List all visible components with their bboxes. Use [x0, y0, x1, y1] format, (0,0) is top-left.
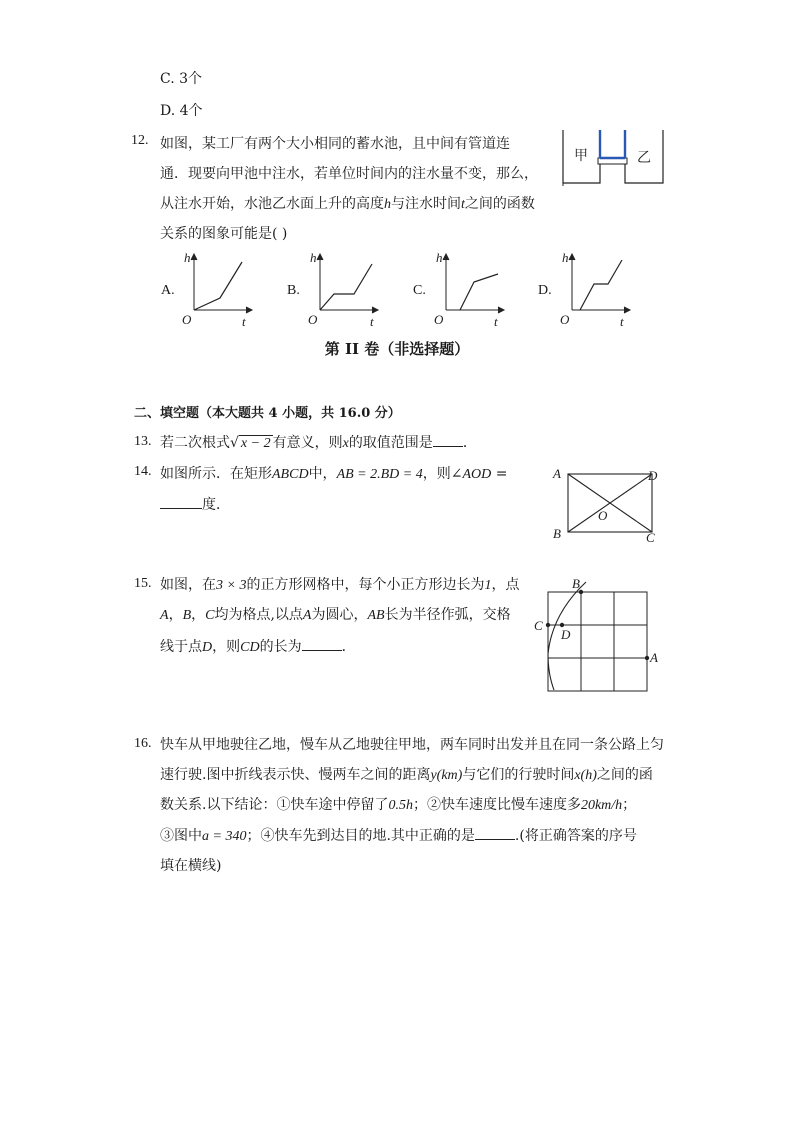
label-c: C — [646, 530, 655, 545]
q16-line-2: 速行驶.图中折线表示快、慢两车之间的距离y(km)与它们的行驶时间x(h)之间的函 — [160, 767, 653, 783]
svg-text:h: h — [562, 250, 569, 265]
grid-figure — [530, 574, 664, 696]
q12-line-2: 通．现要向甲池中注水，若单位时间内的注水量不变，那么， — [160, 166, 538, 182]
pool-label-right: 乙 — [637, 151, 651, 166]
label-b: B — [553, 526, 561, 541]
answer-blank-15[interactable] — [302, 638, 342, 651]
q12-line-4: 关系的图象可能是( ) — [160, 226, 288, 242]
svg-text:O: O — [182, 312, 192, 327]
question-number-14: 14. — [134, 464, 152, 479]
svg-text:h: h — [184, 250, 191, 265]
question-number-16: 16. — [134, 736, 152, 751]
option-d-label: D. — [538, 283, 552, 298]
label-d: D — [648, 468, 658, 483]
q15-line-1: 如图，在3 × 3的正方形网格中，每个小正方形边长为1，点 — [160, 577, 520, 593]
q14-line-2: 度． — [160, 494, 230, 514]
graph-b — [304, 250, 384, 330]
label-a: A — [553, 466, 561, 481]
option-d: D. 4个 — [160, 103, 203, 119]
svg-text:h: h — [310, 250, 317, 265]
graph-d — [556, 250, 636, 330]
fill-section-title: 二、填空题（本大题共 4 小题，共 16.0 分） — [134, 406, 401, 421]
svg-text:O: O — [434, 312, 444, 327]
q16-line-5: 填在横线) — [160, 858, 222, 874]
rectangle-figure — [548, 462, 664, 546]
option-a-label: A. — [161, 283, 175, 298]
svg-text:t: t — [370, 314, 374, 329]
q14-line-1: 如图所示．在矩形ABCD中，AB = 2.BD = 4，则∠AOD = — [160, 466, 508, 482]
q16-line-4: ③图中a = 340；④快车先到达目的地.其中正确的是 .(将正确答案的序号 — [160, 828, 637, 844]
question-number-15: 15. — [134, 576, 152, 591]
answer-blank-16[interactable] — [475, 827, 515, 840]
svg-text:t: t — [242, 314, 246, 329]
option-c-label: C. — [413, 283, 426, 298]
svg-text:O: O — [308, 312, 318, 327]
graph-c — [430, 250, 510, 330]
svg-text:t: t — [494, 314, 498, 329]
question-number-12: 12. — [131, 133, 149, 148]
svg-text:O: O — [560, 312, 570, 327]
question-number-13: 13. — [134, 434, 152, 449]
option-b-label: B. — [287, 283, 300, 298]
q12-line-1: 如图，某工厂有两个大小相同的蓄水池，且中间有管道连 — [160, 136, 510, 152]
grid-label-d: D — [561, 627, 571, 642]
graph-a — [178, 250, 258, 330]
answer-blank-14[interactable] — [160, 496, 202, 509]
grid-label-a: A — [650, 650, 658, 665]
answer-blank-13[interactable] — [433, 434, 463, 447]
q16-line-3: 数关系.以下结论：①快车途中停留了0.5h；②快车速度比慢车速度多20km/h； — [160, 797, 637, 813]
pool-label-left: 甲 — [574, 149, 588, 164]
grid-label-c: C — [534, 618, 543, 633]
point-c — [546, 623, 550, 627]
q12-line-3: 从注水开始，水池乙水面上升的高度h与注水时间t之间的函数 — [160, 196, 535, 212]
q13-text: 若二次根式√ x − 2 有意义，则x的取值范围是 ． — [160, 435, 477, 451]
q15-line-3: 线于点D，则CD的长为 ． — [160, 639, 356, 655]
q15-line-2: A，B，C均为格点,以点A为圆心，AB长为半径作弧，交格 — [160, 607, 511, 623]
option-c: C. 3个 — [160, 71, 203, 87]
point-a — [645, 656, 649, 660]
q16-line-1: 快车从甲地驶往乙地，慢车从乙地驶往甲地，两车同时出发并且在同一条公路上匀 — [160, 737, 664, 753]
section-ii-title: 第 II 卷（非选择题） — [324, 340, 470, 358]
grid-label-b: B — [572, 576, 580, 591]
svg-text:h: h — [436, 250, 443, 265]
pool-figure — [560, 128, 670, 186]
label-o: O — [598, 508, 608, 523]
svg-text:t: t — [620, 314, 624, 329]
